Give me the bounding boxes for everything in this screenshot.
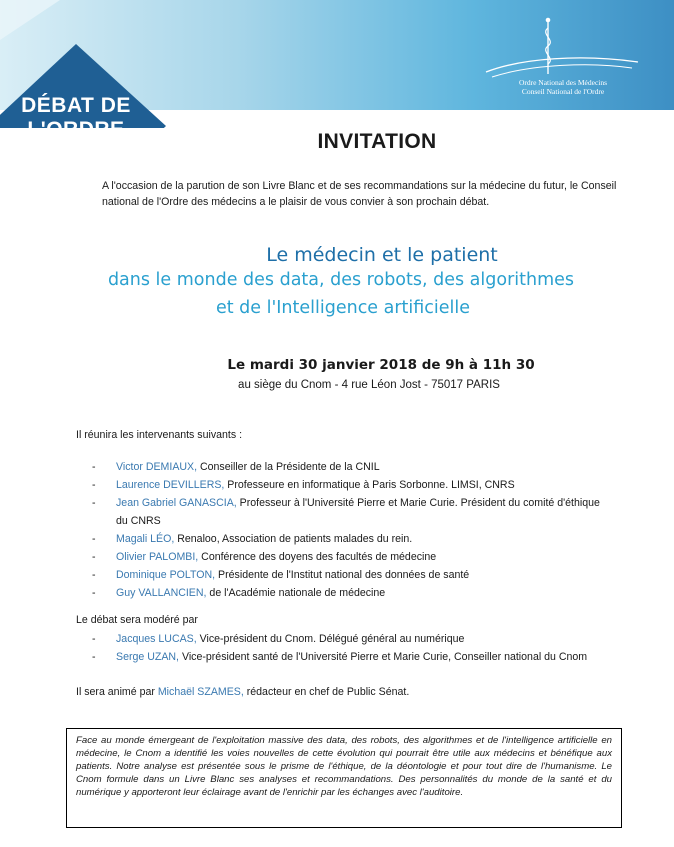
speaker-desc: Professeure en informatique à Paris Sorbonne. LIMSI, CNRS [224, 479, 515, 491]
speaker-item: - Victor DEMIAUX, Conseiller de la Présidente de la CNIL [92, 461, 380, 473]
moderators-list [92, 630, 612, 666]
speaker-desc: Présidente de l'Institut national des données de santé [215, 569, 470, 581]
speakers-intro: Il réunira les intervenants suivants : [76, 429, 243, 441]
host-line [76, 686, 409, 698]
speaker-desc: Renaloo, Association de patients malades du rein. [174, 533, 413, 545]
speakers-list [92, 458, 612, 602]
page-title: INVITATION [317, 130, 437, 153]
speaker-item: - Olivier PALOMBI, Conférence des doyens des facultés de médecine [92, 551, 437, 563]
moderators-intro: Le débat sera modéré par [76, 614, 198, 626]
speaker-item: - Dominique POLTON, Présidente de l'Institut national des données de santé [92, 569, 470, 581]
speaker-name: Jean Gabriel GANASCIA, [116, 497, 237, 509]
headline-line-1: Le médecin et le patient [266, 244, 498, 266]
speaker-item: - Jean Gabriel GANASCIA, Professeur à l'Université Pierre et Marie Curie. Président du comité d'éthique du CNRS [92, 497, 600, 527]
org-name [488, 78, 638, 96]
speaker-name: Guy VALLANCIEN, [116, 587, 207, 599]
speaker-name: Magali LÉO, [116, 533, 175, 545]
speaker-desc: Conseiller de la Présidente de la CNIL [197, 461, 380, 473]
headline-line-2: dans le monde des data, des robots, des algorithmes [107, 270, 575, 290]
speaker-desc: Conférence des doyens des facultés de médecine [198, 551, 437, 563]
speaker-name: Dominique POLTON, [116, 569, 216, 581]
moderator-item: - Jacques LUCAS, Vice-président du Cnom. Délégué général au numérique [92, 633, 465, 645]
badge-line-1: DÉBAT DE [21, 94, 131, 117]
speaker-item: - Laurence DEVILLERS, Professeure en informatique à Paris Sorbonne. LIMSI, CNRS [92, 479, 515, 491]
moderator-desc: Vice-président du Cnom. Délégué général au numérique [196, 633, 465, 645]
org-line-2: Conseil National de l'Ordre [521, 87, 605, 96]
speaker-desc: Professeur à l'Université Pierre et Marie Curie. Président du comité d'éthique du CNRS [116, 497, 600, 527]
headline-line-3: et de l'Intelligence artificielle [215, 298, 471, 318]
intro-paragraph: A l'occasion de la parution de son Livre Blanc et de ses recommandations sur la médecine du futur, le Conseil national de l'Ordre des médecins a le plaisir de vous convier à son prochain débat. [102, 180, 617, 208]
host-suffix: rédacteur en chef de Public Sénat. [243, 686, 410, 698]
host-prefix: Il sera animé par [76, 686, 158, 698]
moderator-desc: Vice-président santé de l'Université Pierre et Marie Curie, Conseiller national du Cnom [179, 651, 588, 663]
moderator-name: Serge UZAN, [116, 651, 179, 663]
speaker-item: - Guy VALLANCIEN, de l'Académie nationale de médecine [92, 587, 386, 599]
speaker-name: Victor DEMIAUX, [116, 461, 198, 473]
speaker-name: Laurence DEVILLERS, [116, 479, 225, 491]
moderator-name: Jacques LUCAS, [116, 633, 197, 645]
summary-box: Face au monde émergeant de l'exploitation massive des data, des robots, des algorithmes et de l'intelligence artificielle en médecine, le Cnom a identifié les voies nouvelles de cette évolution qui pourrait être utile aux médecins et bénéfique aux patients. Notre analyse est présentée sous le prisme de l'éthique, de la déontologie et pour tout dire de l'humanisme. Le Cnom formule dans un Livre Blanc ses analyses et recommandations. Des personnalités du monde de la santé et du numérique y apporteront leur éclairage avant de l'enrichir par les échanges avec l'auditoire. [66, 728, 622, 828]
event-place: au siège du Cnom - 4 rue Léon Jost - 75017 PARIS [238, 379, 500, 391]
org-line-1: Ordre National des Médecins [518, 78, 608, 87]
event-date: Le mardi 30 janvier 2018 de 9h à 11h 30 [227, 357, 535, 373]
speaker-item: - Magali LÉO, Renaloo, Association de patients malades du rein. [92, 533, 413, 545]
moderator-item: - Serge UZAN, Vice-président santé de l'Université Pierre et Marie Curie, Conseiller national du Cnom [92, 651, 588, 663]
badge-line-2: L'ORDRE [27, 118, 125, 141]
host-name: Michaël SZAMES, [157, 686, 244, 698]
speaker-desc: de l'Académie nationale de médecine [206, 587, 386, 599]
speaker-name: Olivier PALOMBI, [116, 551, 199, 563]
